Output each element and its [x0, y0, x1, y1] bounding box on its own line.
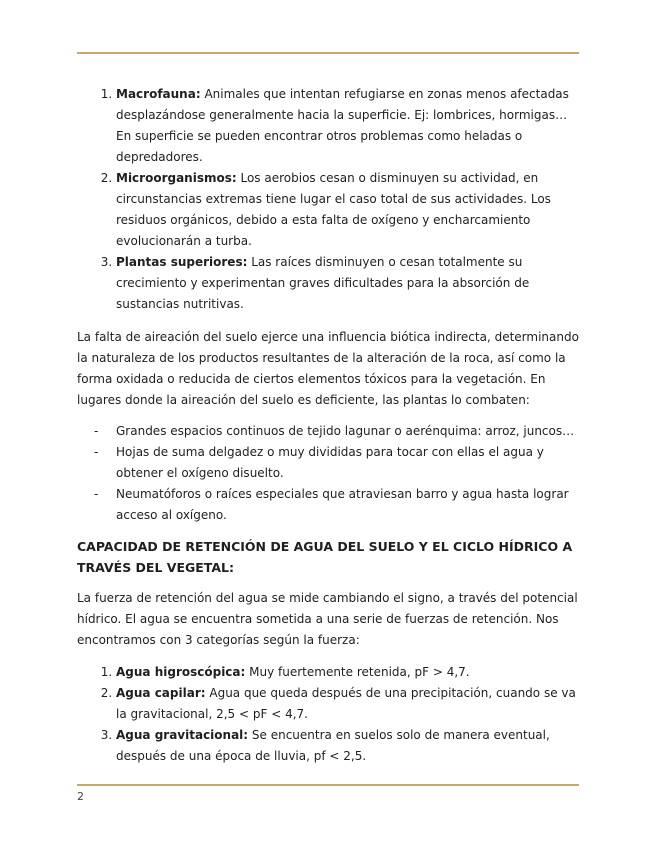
list-item — [116, 84, 582, 168]
list-item-text: Las raíces disminuyen o cesan totalmente su crecimiento y experimentan graves dificultades para la absorción de sustancias nutritivas. — [116, 255, 530, 311]
list-item-text: Se encuentra en suelos solo de manera eventual, después de una época de lluvia, pf < 2,5. — [116, 728, 550, 763]
page-content — [77, 84, 582, 767]
footer-rule — [77, 784, 579, 786]
list-item-term: Microorganismos: — [116, 171, 237, 185]
plant-adaptations-list — [77, 421, 582, 526]
list-item-term: Macrofauna: — [116, 87, 201, 101]
list-item — [116, 252, 582, 315]
list-item — [116, 683, 582, 725]
water-categories-list — [77, 662, 582, 767]
list-item-term: Agua gravitacional: — [116, 728, 249, 742]
list-item-text: Animales que intentan refugiarse en zonas menos afectadas desplazándose generalmente hacia la superficie. Ej: lombrices, hormigas… En superficie se pueden encontrar otros problemas como heladas o depredadores. — [116, 87, 569, 164]
retention-paragraph: La fuerza de retención del agua se mide cambiando el signo, a través del potencial hídrico. El agua se encuentra sometida a una serie de fuerzas de retención. Nos encontramos con 3 categorías según la fuerza: — [77, 591, 578, 647]
page-number: 2 — [77, 790, 84, 803]
header-rule — [77, 52, 579, 54]
list-item-term: Plantas superiores: — [116, 255, 248, 269]
list-item-text: Muy fuertemente retenida, pF > 4,7. — [245, 665, 470, 679]
list-item: - Neumatóforos o raíces especiales que atraviesan barro y agua hasta lograr acceso al oxígeno. — [77, 484, 582, 526]
list-item-text: Agua que queda después de una precipitación, cuando se va la gravitacional, 2,5 < pF < 4,7. — [116, 686, 576, 721]
list-item — [116, 168, 582, 252]
list-item — [116, 725, 582, 767]
list-item: - Hojas de suma delgadez o muy divididas para tocar con ellas el agua y obtener el oxígeno disuelto. — [77, 442, 582, 484]
list-item-text: Los aerobios cesan o disminuyen su actividad, en circunstancias extremas tiene lugar el caso total de sus actividades. Los residuos orgánicos, debido a esta falta de oxígeno y encharcamiento evolucionarán a turba. — [116, 171, 551, 248]
effects-list — [77, 84, 582, 315]
section-heading: CAPACIDAD DE RETENCIÓN DE AGUA DEL SUELO Y EL CICLO HÍDRICO A TRAVÉS DEL VEGETAL: — [77, 539, 573, 575]
list-item-term: Agua higroscópica: — [116, 665, 246, 679]
aeration-paragraph: La falta de aireación del suelo ejerce una influencia biótica indirecta, determinando la naturaleza de los productos resultantes de la alteración de la roca, así como la forma oxidada o reducida de ciertos elementos tóxicos para la vegetación. En lugares donde la aireación del suelo es deficiente, las plantas lo combaten: — [77, 330, 579, 407]
list-item: - Grandes espacios continuos de tejido lagunar o aerénquima: arroz, juncos… — [77, 421, 582, 442]
list-item-term: Agua capilar: — [116, 686, 206, 700]
list-item — [116, 662, 582, 683]
